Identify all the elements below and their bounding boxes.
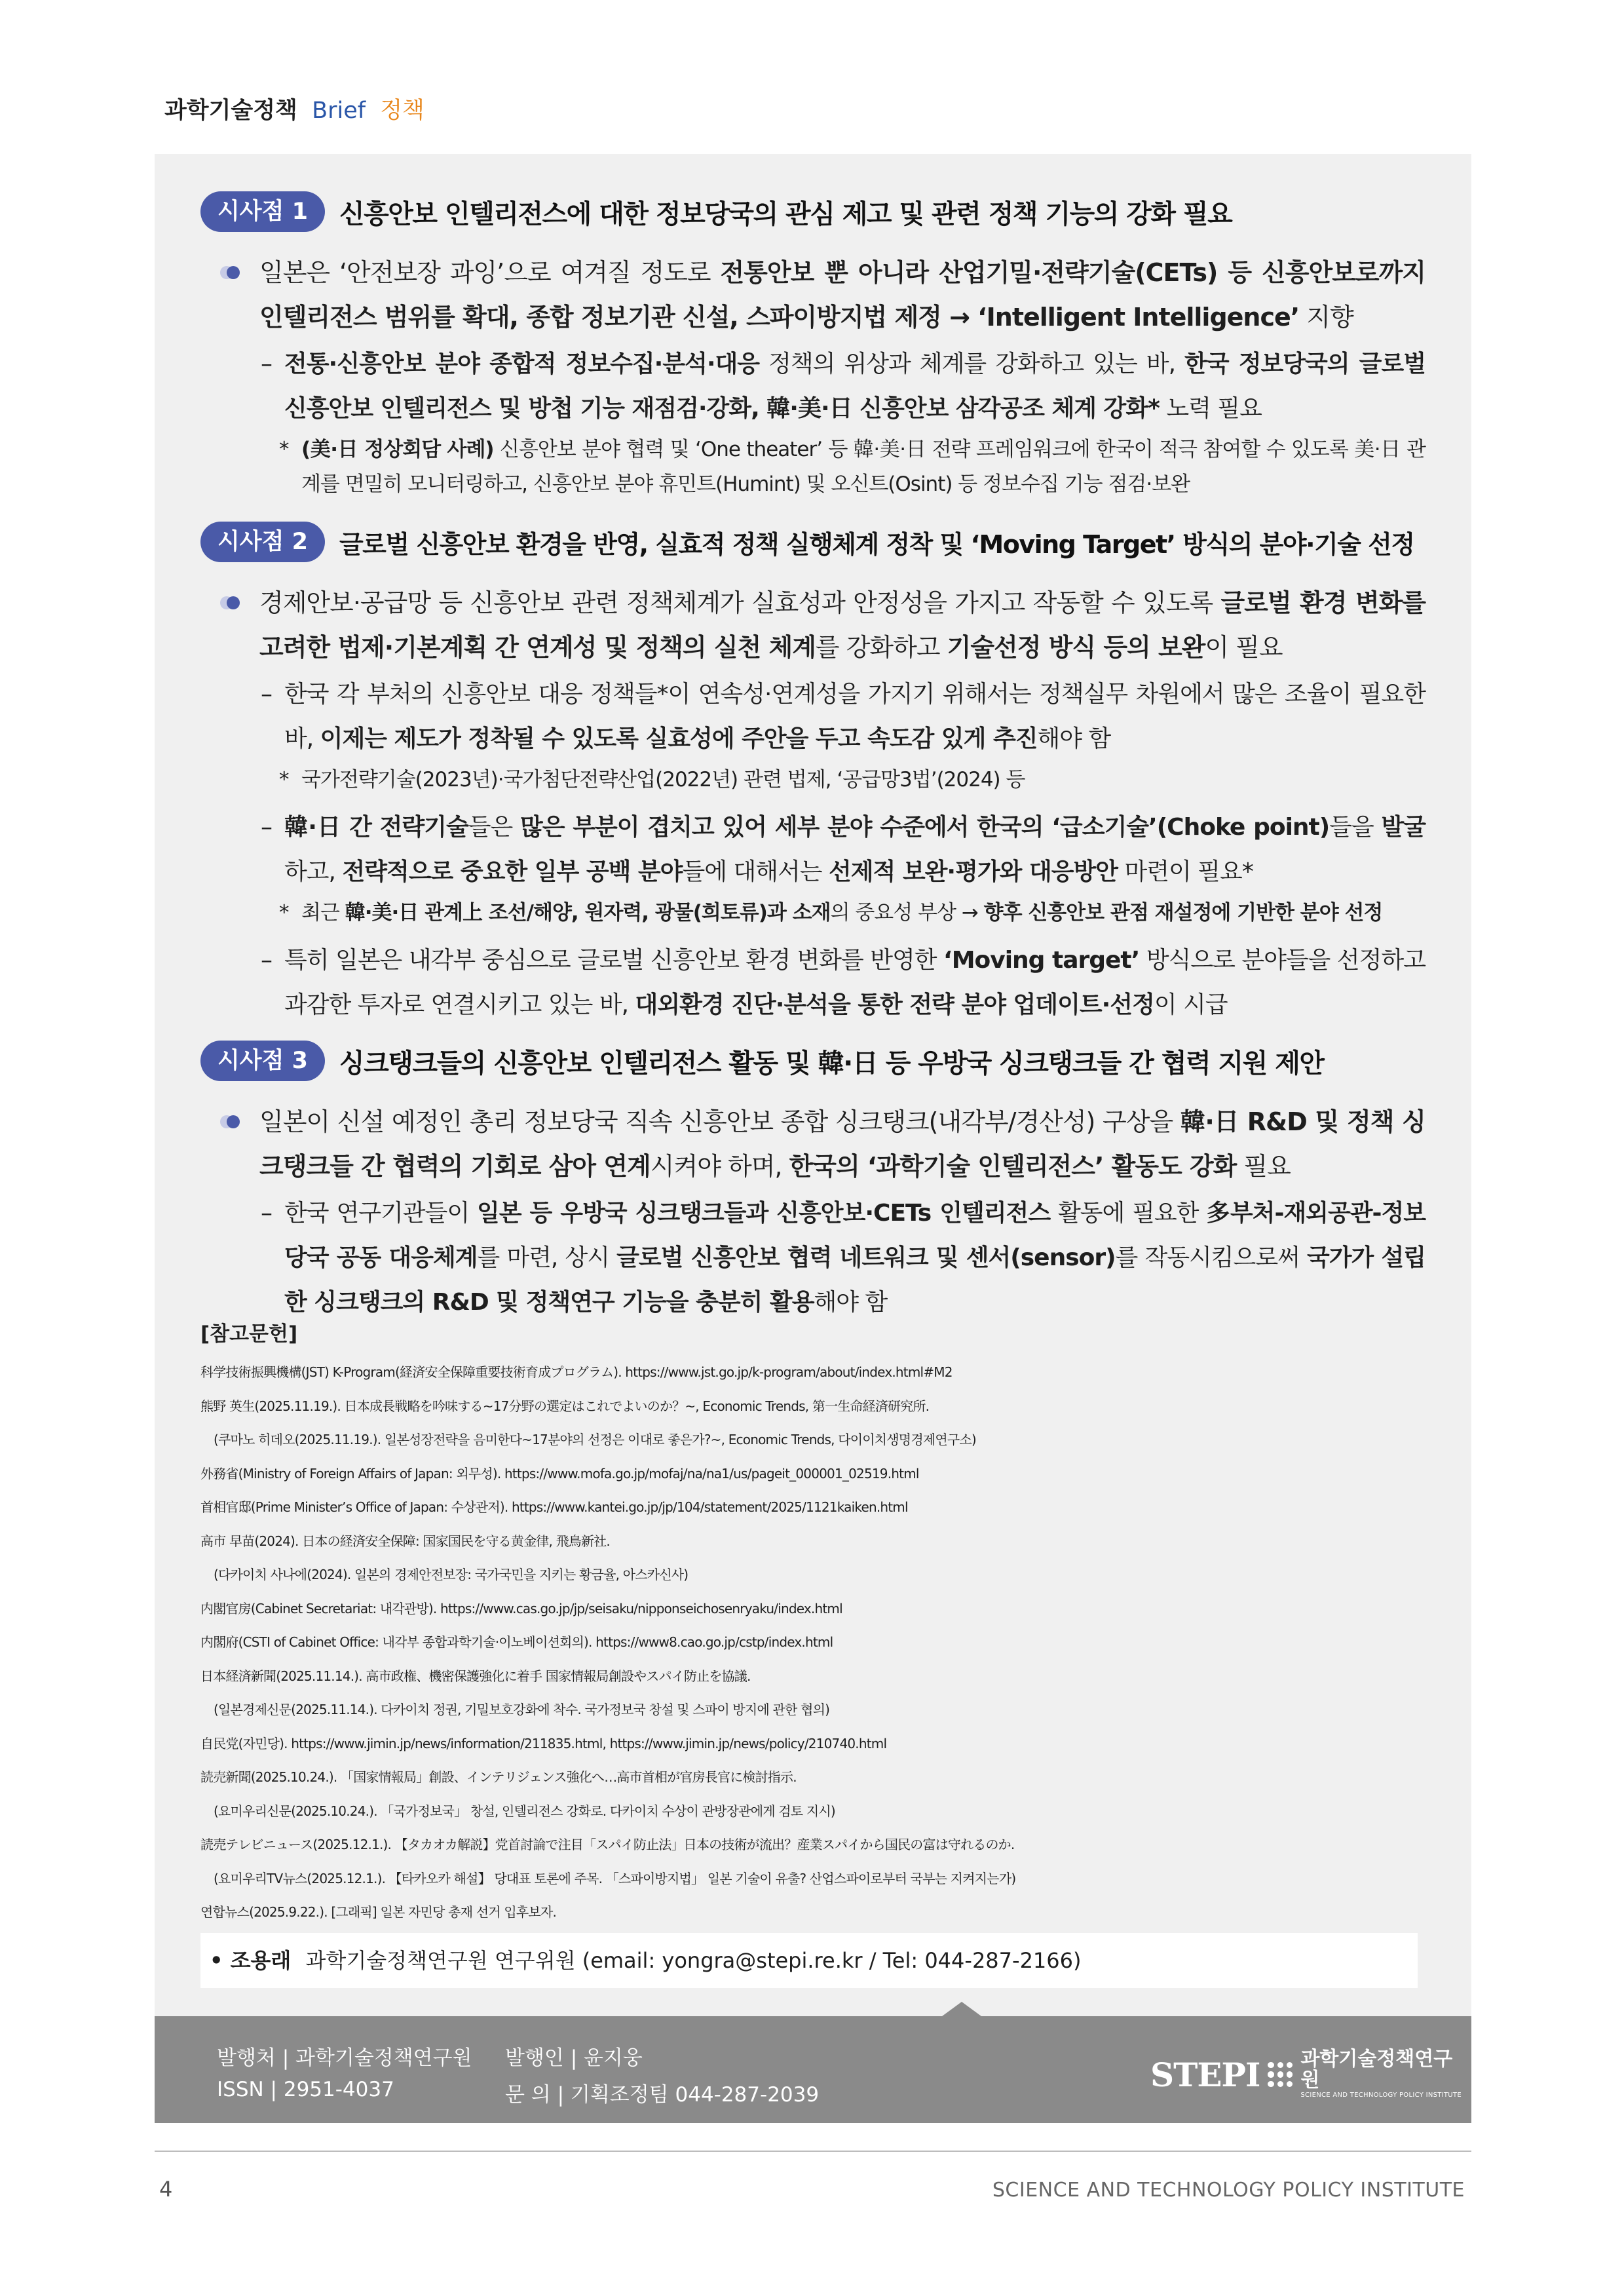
body-text: 를 강화하고: [815, 633, 947, 662]
emphasis-text: (美·日 정상회담 사례): [301, 438, 494, 461]
body-text: 한국 각 부처의 신흥안보 대응 정책들*이 연속성·연계성을 가지기 위해서는 정책실무 차원에서 많은 조율이 필요한 바,: [284, 681, 1426, 752]
body-text: 를 작동시킴으로써: [1115, 1244, 1307, 1271]
emphasis-text: 발굴: [1381, 814, 1426, 841]
asterisk-marker: *: [279, 901, 289, 925]
bullet-paragraph: [200, 1100, 1426, 1189]
reference-entry: 読売テレビニュース(2025.12.1.). 【タカオカ解説】党首討論で注目「スパイ防止法」日本の技術が流出？産業スパイから国民の富は守れるのか.: [200, 1837, 1015, 1852]
footer-issn: ISSN | 2951-4037: [217, 2078, 394, 2101]
emphasis-text: 多부처-재외공관-정보당국 공동 대응체계: [284, 1200, 1426, 1271]
reference-entry: (요미우리TV뉴스(2025.12.1.). 【타카오카 해설】 당대표 토론에 주목. 「스파이방지법」 일본 기술이 유출? 산업스파이로부터 국부는 지켜지는가): [214, 1870, 1016, 1886]
footer-bar: [155, 2016, 1471, 2123]
bullet-paragraph: [200, 250, 1426, 339]
implication-heading: [200, 1041, 1426, 1081]
body-text: 신흥안보 분야 협력 및 ‘One theater’ 등 韓·美·日 전략 프레임워크에 한국이 적극 참여할 수 있도록 美·日 관계를 면밀히 모니터링하고, 신흥안보 분야 휴민트(Humint) 및 오신트(Osint) 등 정보수집 기능 점검·보완: [301, 438, 1426, 496]
body-text: 특히 일본은 내각부 중심으로 글로벌 신흥안보 환경 변화를 반영한: [284, 947, 944, 974]
emphasis-text: 선제적 보완·평가와 대응방안: [829, 858, 1118, 885]
body-text: 한국 연구기관들이: [284, 1200, 477, 1227]
implication-badge: 시사점 3: [200, 1041, 325, 1081]
header-brief: Brief: [312, 98, 366, 124]
emphasis-text: 한국 정보당국의 글로벌 신흥안보 인텔리전스 및 방첩 기능 재점검·강화, 韓·美·日 신흥안보 삼각공조 체계 강화*: [284, 351, 1426, 422]
reference-entry: 熊野 英生(2025.11.19.). 日本成長戦略を吟味する~17分野の選定はこれでよいのか？~, Economic Trends, 第一生命経済研究所.: [200, 1398, 930, 1414]
emphasis-text: 기술선정 방식 등의 보완: [947, 633, 1205, 662]
stepi-logo-mark: STEPI: [1150, 2055, 1260, 2094]
body-text: 해야 함: [814, 1289, 888, 1316]
emphasis-text: 국가가 설립한 싱크탱크의 R&D 및 정책연구 기능을 충분히 활용: [284, 1244, 1426, 1316]
body-text: 의 중요성 부상 →: [830, 901, 984, 925]
body-text: 방식으로 분야들을 선정하고 과감한 투자로 연결시키고 있는 바,: [284, 947, 1426, 1018]
dash-marker: –: [261, 681, 272, 708]
body-text: 최근: [301, 901, 345, 925]
body-text: 이 필요: [1205, 633, 1283, 662]
dash-marker: –: [261, 947, 272, 974]
header-section: 정책: [380, 98, 425, 124]
reference-entry: 内閣府(CSTI of Cabinet Office: 내각부 종합과학기술·이노베이션회의). https://www8.cao.go.jp/cstp/index.html: [200, 1634, 833, 1650]
footer-notch: [942, 2002, 981, 2016]
implication-title: 글로벌 신흥안보 환경을 반영, 실효적 정책 실행체계 정착 및 ‘Moving Target’ 방식의 분야·기술 선정: [339, 529, 1414, 559]
footer-publisher: 발행처 | 과학기술정책연구원: [217, 2046, 472, 2070]
implication-badge: 시사점 1: [200, 191, 325, 232]
dash-marker: –: [261, 814, 272, 841]
implication-heading: [200, 522, 1426, 562]
emphasis-text: 전통·신흥안보 분야 종합적 정보수집·분석·대응: [284, 351, 760, 377]
body-text: 들에 대해서는: [682, 858, 829, 885]
footnote: [200, 432, 1426, 502]
body-text: 마련이 필요*: [1118, 858, 1253, 885]
dash-marker: –: [261, 1200, 272, 1227]
author-box: [200, 1933, 1418, 1988]
implication-heading: [200, 191, 1426, 232]
bullet-dot-icon: [224, 266, 237, 279]
reference-entry: 読売新聞(2025.10.24.). 「国家情報局」創設、インテリジェンス強化へ…高市首相が官房長官に検討指示.: [200, 1769, 797, 1785]
footnote: [200, 763, 1426, 797]
references-list: [200, 1356, 1432, 1963]
footer-institute: SCIENCE AND TECHNOLOGY POLICY INSTITUTE: [992, 2179, 1465, 2202]
sub-bullet: [200, 342, 1426, 431]
bullet-paragraph: [200, 581, 1426, 670]
emphasis-text: 대외환경 진단·분석을 통한 전략 분야 업데이트·선정: [635, 991, 1154, 1018]
header-title: 과학기술정책: [164, 98, 297, 124]
section-gap: [200, 1029, 1426, 1041]
emphasis-text: 韓·日 간 전략기술: [284, 814, 468, 841]
implication-badge: 시사점 2: [200, 522, 325, 562]
body-text: 경제안보·공급망 등 신흥안보 관련 정책체계가 실효성과 안정성을 가지고 작동할 수 있도록: [259, 588, 1221, 617]
footer-issuer: 발행인 | 윤지웅: [505, 2046, 643, 2070]
bullet-dot-icon: [224, 1115, 237, 1128]
emphasis-text: 韓·美·日 관계上 조선/해양, 원자력, 광물(희토류)과 소재: [345, 901, 831, 925]
sub-bullet: [200, 1191, 1426, 1325]
footer-rule: [155, 2151, 1471, 2152]
footer-contact: 문 의 | 기획조정팀 044-287-2039: [505, 2083, 820, 2107]
reference-entry: (요미우리신문(2025.10.24.). 「국가정보국」 창설, 인텔리전스 강화로. 다카이치 수상이 관방장관에게 검토 지시): [214, 1803, 835, 1819]
body-text: 들을: [1329, 814, 1382, 841]
emphasis-text: ‘Moving target’: [943, 947, 1140, 974]
implication-title: 싱크탱크들의 신흥안보 인텔리전스 활동 및 韓·日 등 우방국 싱크탱크들 간 협력 지원 제안: [339, 1048, 1324, 1079]
page-number: 4: [159, 2177, 173, 2202]
reference-entry: (일본경제신문(2025.11.14.). 다카이치 정권, 기밀보호강화에 착수. 국가정보국 창설 및 스파이 방지에 관한 협의): [214, 1702, 830, 1717]
emphasis-text: 향후 신흥안보 관점 재설정에 기반한 분야 선정: [983, 901, 1383, 925]
footnote: [200, 896, 1426, 930]
emphasis-text: 글로벌 신흥안보 협력 네트워크 및 센서(sensor): [616, 1244, 1116, 1271]
body-text: 정책의 위상과 체계를 강화하고 있는 바,: [759, 351, 1185, 377]
body-text: 이 시급: [1154, 991, 1228, 1018]
reference-entry: 日本経済新聞(2025.11.14.). 高市政権、機密保護強化に着手 国家情報局創設やスパイ防止を協議.: [200, 1668, 751, 1684]
logo-korean: 과학기술정책연구원: [1300, 2048, 1453, 2092]
body-text: 일본은 ‘안전보장 과잉’으로 여겨질 정도로: [259, 258, 721, 287]
author-detail: 과학기술정책연구원 연구위원 (email: yongra@stepi.re.kr / Tel: 044-287-2166): [305, 1948, 1082, 1973]
implications-body: [200, 191, 1426, 1326]
reference-entry: (다카이치 사나에(2024). 일본의 경제안전보장: 국가국민을 지키는 황금율, 아스카신사): [214, 1567, 689, 1582]
bullet-dot-icon: [224, 596, 237, 609]
emphasis-text: 글로벌 환경 변화를 고려한 법제·기본계획 간 연계성 및 정책의 실천 체계: [259, 588, 1426, 662]
logo-english: SCIENCE AND TECHNOLOGY POLICY INSTITUTE: [1300, 2092, 1462, 2099]
running-header: [164, 92, 425, 125]
reference-entry: 科学技術振興機構(JST) K-Program(経済安全保障重要技術育成プログラム). https://www.jst.go.jp/k-program/about/index.html#M2: [200, 1364, 953, 1380]
body-text: 들은: [468, 814, 520, 841]
emphasis-text: 韓·日 R&D 및 정책 싱크탱크들 간 협력의 기회로 삼아 연계: [259, 1107, 1426, 1181]
dots-icon: [1268, 2062, 1293, 2087]
asterisk-marker: *: [279, 768, 289, 792]
emphasis-text: 한국의 ‘과학기술 인텔리전스’ 활동도 강화: [789, 1152, 1237, 1181]
references-section: [200, 1317, 1432, 1963]
body-text: 국가전략기술(2023년)·국가첨단전략산업(2022년) 관련 법제, ‘공급망3법’(2024) 등: [301, 768, 1025, 792]
implication-title: 신흥안보 인텔리전스에 대한 정보당국의 관심 제고 및 관련 정책 기능의 강화 필요: [339, 199, 1232, 229]
references-title: [참고문헌]: [200, 1322, 298, 1346]
reference-entry: 外務省(Ministry of Foreign Affairs of Japan: 외무성). https://www.mofa.go.jp/mofaj/na/na1/us/pageit_000001_02519.html: [200, 1465, 919, 1482]
sub-bullet: [200, 672, 1426, 761]
stepi-logo-text: [1300, 2049, 1471, 2100]
body-text: 시켜야 하며,: [650, 1152, 789, 1181]
reference-entry: 内閣官房(Cabinet Secretariat: 내각관방). https://www.cas.go.jp/jp/seisaku/nipponseichosenryaku/index.html: [200, 1600, 842, 1617]
emphasis-text: 전통안보 뿐 아니라 산업기밀·전략기술(CETs) 등 신흥안보로까지 인텔리전스 범위를 확대, 종합 정보기관 신설, 스파이방지법 제정 → ‘Intelligent Intelligence’: [259, 258, 1426, 332]
emphasis-text: 이제는 제도가 정착될 수 있도록 실효성에 주안을 두고 속도감 있게 추진: [320, 725, 1038, 752]
section-gap: [200, 510, 1426, 522]
body-text: 노력 필요: [1159, 395, 1262, 422]
reference-entry: 首相官邸(Prime Minister’s Office of Japan: 수상관저). https://www.kantei.go.jp/jp/104/statement/2025/1121kaiken.html: [200, 1499, 908, 1515]
author-name: • 조용래: [210, 1948, 292, 1973]
body-text: 활동에 필요한: [1050, 1200, 1207, 1227]
emphasis-text: 일본 등 우방국 싱크탱크들과 신흥안보·CETs 인텔리전스: [477, 1200, 1051, 1227]
emphasis-text: 많은 부분이 겹치고 있어 세부 분야 수준에서 한국의 ‘급소기술’(Choke point): [519, 814, 1330, 841]
sub-bullet: [200, 938, 1426, 1027]
body-text: 지향: [1299, 303, 1353, 332]
body-text: 일본이 신설 예정인 총리 정보당국 직속 신흥안보 종합 싱크탱크(내각부/경산성) 구상을: [259, 1107, 1180, 1136]
reference-entry: 高市 早苗(2024). 日本の経済安全保障: 国家国民を守る黄金律, 飛鳥新社.: [200, 1533, 610, 1549]
emphasis-text: 전략적으로 중요한 일부 공백 분야: [342, 858, 683, 885]
body-text: 하고,: [284, 858, 343, 885]
reference-entry: 연합뉴스(2025.9.22.). [그래픽] 일본 자민당 총재 선거 입후보자.: [200, 1904, 557, 1920]
body-text: 해야 함: [1037, 725, 1111, 752]
reference-entry: (쿠마노 히데오(2025.11.19.). 일본성장전략을 음미한다~17분야의 선정은 이대로 좋은가?~, Economic Trends, 다이이치생명경제연구소): [214, 1432, 976, 1447]
reference-entry: 自民党(자민당). https://www.jimin.jp/news/information/211835.html, https://www.jimin.jp/news/policy/210740.html: [200, 1735, 887, 1751]
body-text: 를 마련, 상시: [477, 1244, 617, 1271]
asterisk-marker: *: [279, 438, 289, 461]
stepi-logo: [1150, 2049, 1471, 2100]
body-text: 필요: [1236, 1152, 1291, 1181]
sub-bullet: [200, 805, 1426, 894]
dash-marker: –: [261, 351, 272, 377]
